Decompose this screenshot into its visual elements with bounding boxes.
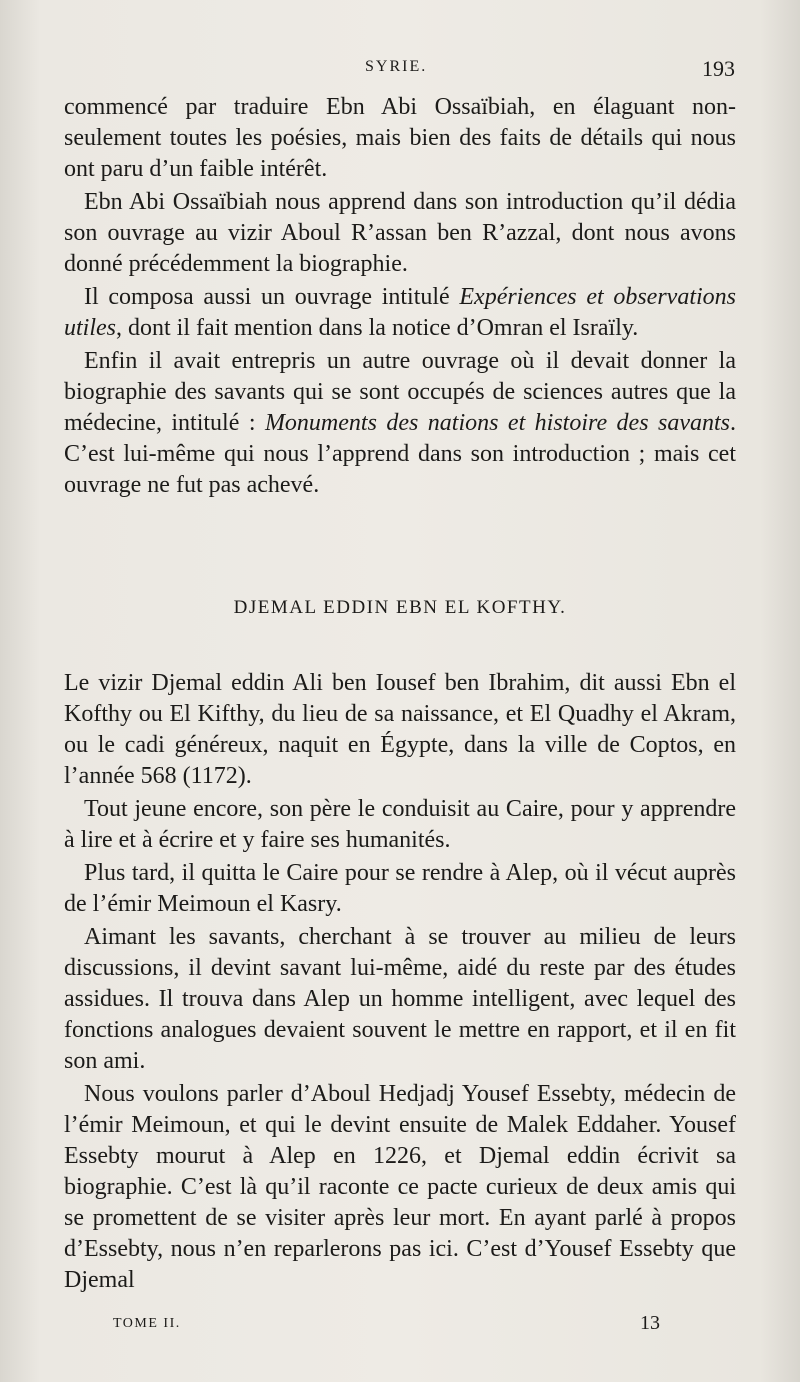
paragraph: Plus tard, il quitta le Caire pour se rendre à Alep, où il vécut auprès de l’émir Meimoun el Kasry. [64, 860, 736, 917]
paragraph: commencé par traduire Ebn Abi Ossaïbiah, en élaguant non-seulement toutes les poésies, mais bien des faits de détails qui nous ont paru d’un faible intérêt. [64, 94, 736, 182]
paragraph [64, 282, 736, 344]
book-title: Expériences et observations utiles [64, 284, 736, 341]
paragraph [64, 346, 736, 501]
section-body [64, 668, 736, 1298]
paragraph-text: Il composa aussi un ouvrage intitulé [84, 284, 460, 310]
paragraph: Tout jeune encore, son père le conduisit au Caire, pour y apprendre à lire et à écrire et y faire ses humanités. [64, 796, 736, 853]
running-head [0, 56, 800, 84]
running-title: SYRIE. [365, 58, 428, 75]
section-title: DJEMAL EDDIN EBN EL KOFTHY. [233, 597, 567, 618]
paragraph: Nous voulons parler d’Aboul Hedjadj Yousef Essebty, médecin de l’émir Meimoun, et qui le devint ensuite de Malek Eddaher. Yousef Essebty mourut à Alep en 1226, et Djemal eddin écrivit sa biographie. C’est là qu’il raconte ce pacte curieux de deux amis qui se promettent de se visiter après leur mort. En ayant parlé à propos d’Essebty, nous n’en reparlerons pas ici. C’est d’Yousef Essebty que Djemal [64, 1081, 736, 1293]
book-title: Monuments des nations et histoire des savants [264, 410, 730, 436]
section-continuation [64, 92, 736, 503]
signature-mark: 13 [640, 1312, 660, 1334]
volume-label: TOME II. [113, 1316, 181, 1331]
paragraph: Ebn Abi Ossaïbiah nous apprend dans son introduction qu’il dédia son ouvrage au vizir Aboul R’assan ben R’azzal, dont nous avons donné précédemment la biographie. [64, 189, 736, 277]
page-footer [0, 1312, 800, 1342]
page-number: 193 [702, 56, 735, 81]
paragraph: Aimant les savants, cherchant à se trouver au milieu de leurs discussions, il devint savant lui-même, aidé du reste par des études assidues. Il trouva dans Alep un homme intelligent, avec lequel des fonctions analogues devaient souvent le mettre en rapport, et il en fit son ami. [64, 924, 736, 1074]
paragraph-text: , dont il fait mention dans la notice d’Omran el Israïly. [116, 315, 639, 341]
paragraph-text: . C’est lui-même qui nous l’apprend dans son introduction ; mais cet ouvrage ne fut pas achevé. [64, 410, 736, 498]
paragraph-text: Enfin il avait entrepris un autre ouvrage où il devait donner la biographie des savants qui se sont occupés de sciences autres que la médecine, intitulé : [64, 348, 736, 436]
paragraph: Le vizir Djemal eddin Ali ben Iousef ben Ibrahim, dit aussi Ebn el Kofthy ou El Kifthy, du lieu de sa naissance, et El Quadhy el Akram, ou le cadi généreux, naquit en Égypte, dans la ville de Coptos, en l’année 568 (1172). [64, 670, 736, 789]
